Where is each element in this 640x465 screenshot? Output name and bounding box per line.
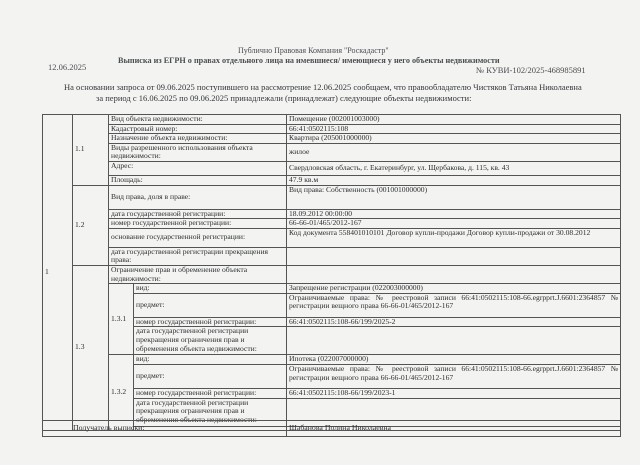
field-value: Запрещение регистрации (022003000000) bbox=[287, 284, 621, 294]
table-row bbox=[43, 185, 621, 209]
intro-text bbox=[40, 82, 612, 104]
field-value: 66:41:0502115:108 bbox=[287, 124, 621, 134]
table-row bbox=[43, 355, 621, 365]
recipient-value: Шабанова Полина Николаевна bbox=[287, 421, 621, 437]
field-value: 18.09.2012 00:00:00 bbox=[287, 209, 621, 219]
field-label: основание государственной регистрации: bbox=[109, 228, 287, 247]
row-number-1-3-1: 1.3.1 bbox=[109, 284, 134, 355]
intro-line-1: На основании запроса от 09.06.2025 поступившего на рассмотрение 12.06.2025 сообщаем, что правообладателю Чистяков Татьяна Николаевна bbox=[64, 82, 582, 92]
field-value: Ограничиваемые права: № реестровой записи 66:41:0502115:108-66.egrpprt.J.6601:2364857 № регистрации вещного права 66-66-01/465/2012-167 bbox=[287, 364, 621, 388]
document-title: Выписка из ЕГРН о правах отдельного лица на имевшиеся/ имеющиеся у него объекты недвижимости bbox=[118, 56, 500, 65]
table-row bbox=[43, 284, 621, 294]
field-label: вид: bbox=[134, 284, 287, 294]
table-row bbox=[43, 175, 621, 185]
field-label: предмет: bbox=[134, 364, 287, 388]
field-label: Адрес: bbox=[109, 161, 287, 175]
document-number: № КУВИ-102/2025-468985891 bbox=[476, 65, 586, 75]
field-label: Кадастровый номер: bbox=[109, 124, 287, 134]
field-value: Свердловская область, г. Екатеринбург, ул. Щербакова, д. 115, кв. 43 bbox=[287, 161, 621, 175]
field-label: Вид объекта недвижимости: bbox=[109, 115, 287, 125]
row-number-1-2: 1.2 bbox=[73, 185, 109, 265]
field-value: Помещение (002001003000) bbox=[287, 115, 621, 125]
field-value: 66:41:0502115:108-66/199/2025-2 bbox=[287, 317, 621, 327]
field-value: Ипотека (022007000000) bbox=[287, 355, 621, 365]
field-label: номер государственной регистрации: bbox=[134, 317, 287, 327]
field-label: Назначение объекта недвижимости: bbox=[109, 134, 287, 144]
table-row bbox=[43, 209, 621, 219]
field-value bbox=[287, 265, 621, 283]
field-label: предмет: bbox=[134, 293, 287, 317]
field-value: 66:41:0502115:108-66/199/2023-1 bbox=[287, 388, 621, 398]
field-value: Вид права: Собственность (001001000000) bbox=[287, 185, 621, 209]
table-row bbox=[43, 134, 621, 144]
row-number-1-1: 1.1 bbox=[73, 115, 109, 186]
field-label: Виды разрешенного использования объекта недвижимости: bbox=[109, 143, 287, 161]
field-label: дата государственной регистрации прекращения права: bbox=[109, 247, 287, 265]
table-row bbox=[43, 265, 621, 283]
field-value: жилое bbox=[287, 143, 621, 161]
field-value bbox=[287, 327, 621, 355]
table-row bbox=[43, 124, 621, 134]
field-label: дата государственной регистрации прекращения ограничения прав и обременения объекта недвижимости: bbox=[134, 398, 287, 426]
field-value: 47.9 кв.м bbox=[287, 175, 621, 185]
property-table bbox=[42, 114, 621, 431]
table-row bbox=[43, 143, 621, 161]
table-row bbox=[43, 219, 621, 229]
recipient-table bbox=[42, 420, 621, 437]
field-value: 66-66-01/465/2012-167 bbox=[287, 219, 621, 229]
field-label: Площадь: bbox=[109, 175, 287, 185]
field-value: Квартира (205001000000) bbox=[287, 134, 621, 144]
field-value: Код документа 558401010101 Договор купли-продажи Договор купли-продажи от 30.08.2012 bbox=[287, 228, 621, 247]
intro-line-2: за период с 16.06.2025 по 09.06.2025 принадлежали (принадлежат) следующие объекты недвижимости: bbox=[96, 93, 472, 103]
table-row bbox=[43, 421, 621, 437]
row-number-1-3: 1.3 bbox=[73, 265, 109, 430]
field-label: дата государственной регистрации: bbox=[109, 209, 287, 219]
field-label: Вид права, доля в праве: bbox=[109, 185, 287, 209]
field-label: номер государственной регистрации: bbox=[109, 219, 287, 229]
field-label: номер государственной регистрации: bbox=[134, 388, 287, 398]
row-number-1: 1 bbox=[43, 115, 73, 431]
table-row bbox=[43, 161, 621, 175]
field-label: дата государственной регистрации прекращения ограничения прав и обременения объекта недвижимости: bbox=[134, 327, 287, 355]
table-row bbox=[43, 247, 621, 265]
table-row bbox=[43, 115, 621, 125]
row-number-1-3-2: 1.3.2 bbox=[109, 355, 134, 430]
table-row bbox=[43, 228, 621, 247]
field-label: Ограничение прав и обременение объекта недвижимости: bbox=[109, 265, 287, 283]
org-name: Публично Правовая Компания "Роскадастр" bbox=[238, 46, 389, 55]
recipient-label: Получатель выписки: bbox=[43, 421, 287, 437]
field-value bbox=[287, 247, 621, 265]
field-value: Ограничиваемые права: № реестровой записи 66:41:0502115:108-66.egrpprt.J.6601:2364857 № регистрации вещного права 66-66-01/465/2012-167 bbox=[287, 293, 621, 317]
document-date: 12.06.2025 bbox=[48, 62, 87, 72]
field-label: вид: bbox=[134, 355, 287, 365]
